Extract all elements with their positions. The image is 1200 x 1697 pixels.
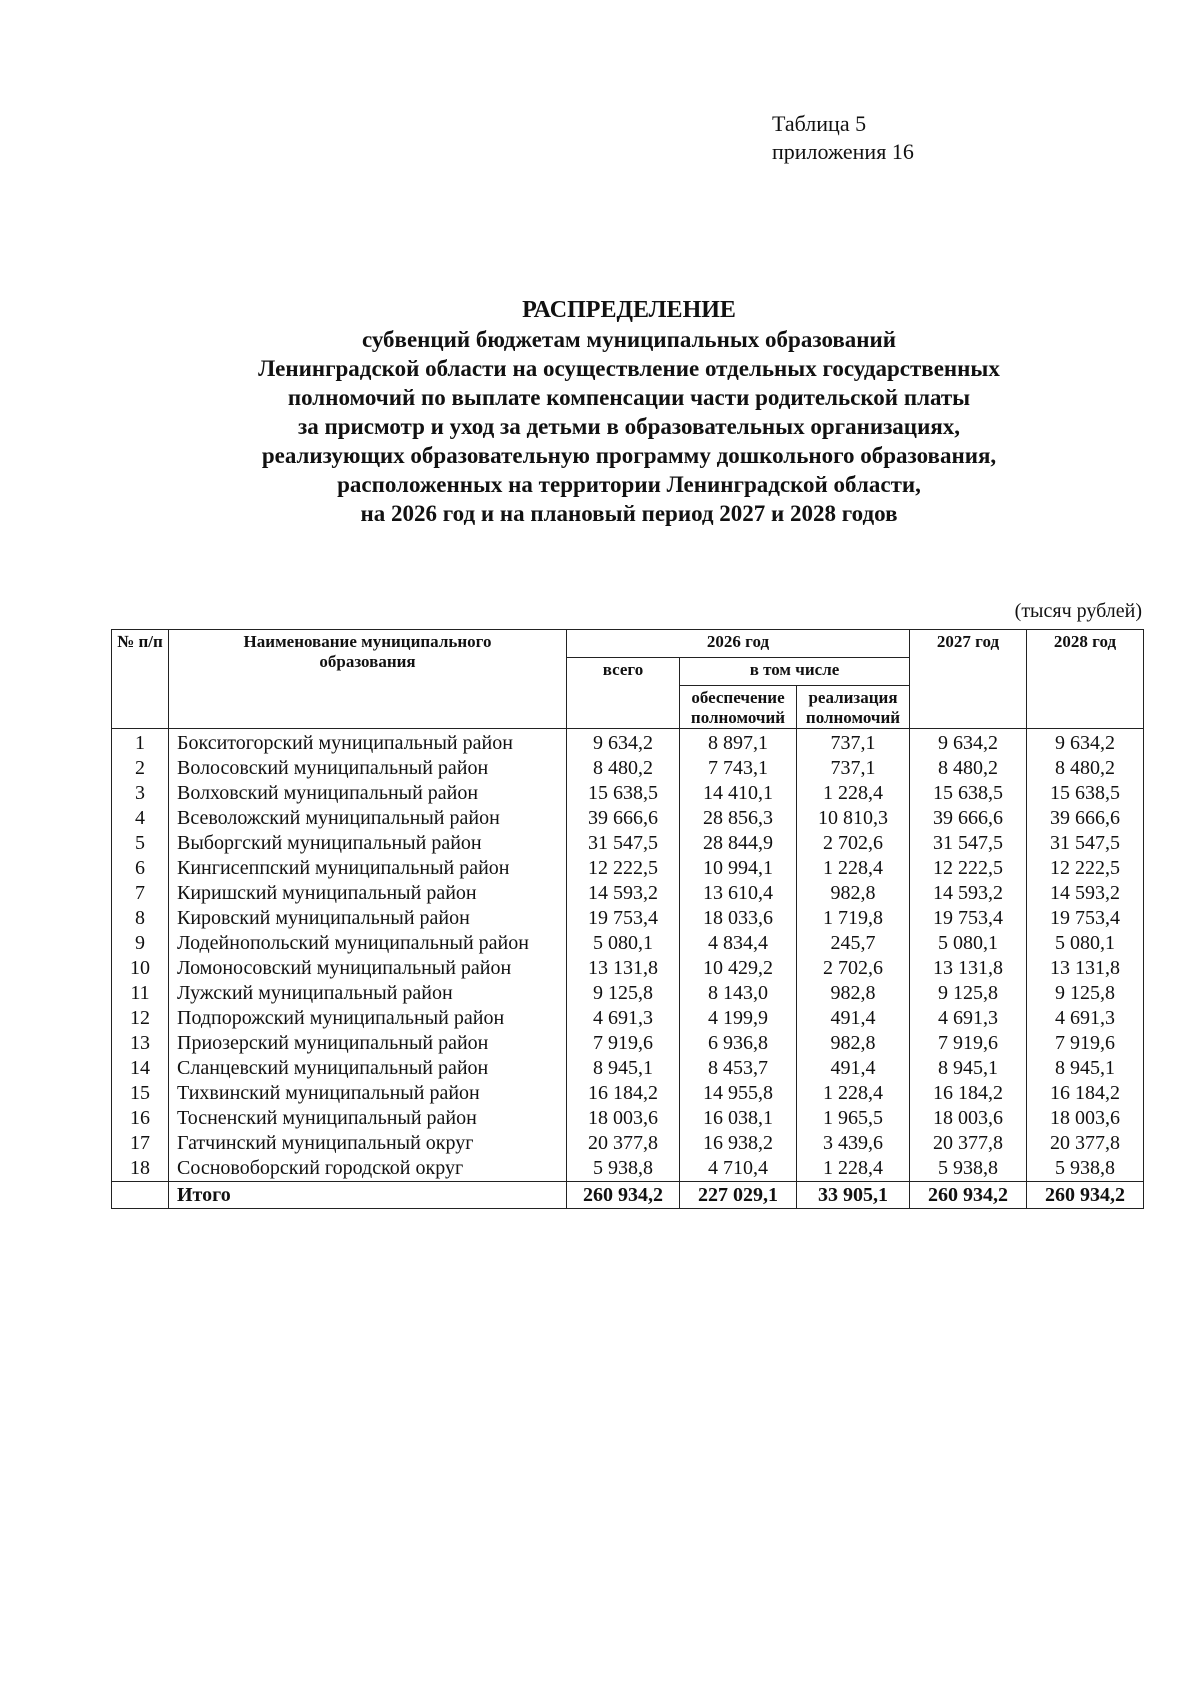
title-heading: РАСПРЕДЕЛЕНИЕ	[522, 297, 736, 323]
row-2027: 9 634,2	[910, 729, 1027, 757]
row-2028: 5 938,8	[1027, 1156, 1144, 1182]
row-2028: 31 547,5	[1027, 831, 1144, 856]
row-2027: 16 184,2	[910, 1081, 1027, 1106]
row-2028: 16 184,2	[1027, 1081, 1144, 1106]
row-2027: 31 547,5	[910, 831, 1027, 856]
row-realization: 1 228,4	[797, 1081, 910, 1106]
row-2028: 15 638,5	[1027, 781, 1144, 806]
table-row	[112, 756, 1144, 781]
row-2028: 13 131,8	[1027, 956, 1144, 981]
annex-appendix-number: приложения 16	[772, 139, 914, 164]
row-number: 11	[112, 981, 169, 1006]
total-row	[112, 1182, 1144, 1209]
table-row	[112, 856, 1144, 881]
total-provision: 227 029,1	[680, 1182, 797, 1209]
row-municipality-name: Выборгский муниципальный район	[169, 831, 567, 856]
row-municipality-name: Всеволожский муниципальный район	[169, 806, 567, 831]
table-row	[112, 931, 1144, 956]
row-total: 19 753,4	[567, 906, 680, 931]
row-total: 12 222,5	[567, 856, 680, 881]
row-number: 4	[112, 806, 169, 831]
row-realization: 1 228,4	[797, 1156, 910, 1182]
units-note: (тысяч рублей)	[1014, 600, 1142, 622]
header-2027: 2027 год	[910, 630, 1027, 729]
row-municipality-name: Подпорожский муниципальный район	[169, 1006, 567, 1031]
row-number: 2	[112, 756, 169, 781]
row-2027: 5 938,8	[910, 1156, 1027, 1182]
row-2028: 8 480,2	[1027, 756, 1144, 781]
row-2027: 14 593,2	[910, 881, 1027, 906]
row-municipality-name: Сланцевский муниципальный район	[169, 1056, 567, 1081]
header-2028: 2028 год	[1027, 630, 1144, 729]
table-row	[112, 981, 1144, 1006]
table-row	[112, 831, 1144, 856]
row-total: 39 666,6	[567, 806, 680, 831]
annex-reference	[772, 110, 914, 166]
row-2028: 14 593,2	[1027, 881, 1144, 906]
row-municipality-name: Кировский муниципальный район	[169, 906, 567, 931]
table-row	[112, 806, 1144, 831]
row-provision: 8 897,1	[680, 729, 797, 757]
row-2028: 39 666,6	[1027, 806, 1144, 831]
row-realization: 491,4	[797, 1006, 910, 1031]
row-realization: 737,1	[797, 729, 910, 757]
row-municipality-name: Гатчинский муниципальный округ	[169, 1131, 567, 1156]
row-municipality-name: Киришский муниципальный район	[169, 881, 567, 906]
row-number: 18	[112, 1156, 169, 1182]
row-realization: 982,8	[797, 981, 910, 1006]
row-provision: 13 610,4	[680, 881, 797, 906]
table-row	[112, 781, 1144, 806]
row-number: 5	[112, 831, 169, 856]
row-total: 9 634,2	[567, 729, 680, 757]
row-municipality-name: Ломоносовский муниципальный район	[169, 956, 567, 981]
header-total: всего	[567, 658, 680, 729]
row-provision: 16 938,2	[680, 1131, 797, 1156]
row-total: 8 480,2	[567, 756, 680, 781]
row-provision: 7 743,1	[680, 756, 797, 781]
row-realization: 982,8	[797, 881, 910, 906]
table-row	[112, 1006, 1144, 1031]
row-realization: 2 702,6	[797, 956, 910, 981]
row-number: 13	[112, 1031, 169, 1056]
row-total: 14 593,2	[567, 881, 680, 906]
header-name: Наименование муниципального образования	[169, 630, 567, 729]
row-provision: 14 955,8	[680, 1081, 797, 1106]
header-including: в том числе	[680, 658, 910, 686]
row-provision: 4 199,9	[680, 1006, 797, 1031]
row-2027: 13 131,8	[910, 956, 1027, 981]
row-provision: 10 429,2	[680, 956, 797, 981]
row-2027: 39 666,6	[910, 806, 1027, 831]
row-2027: 8 945,1	[910, 1056, 1027, 1081]
document-title	[0, 296, 1200, 528]
row-realization: 245,7	[797, 931, 910, 956]
row-municipality-name: Лужский муниципальный район	[169, 981, 567, 1006]
row-municipality-name: Тихвинский муниципальный район	[169, 1081, 567, 1106]
row-municipality-name: Волосовский муниципальный район	[169, 756, 567, 781]
total-sum: 260 934,2	[567, 1182, 680, 1209]
title-line: за присмотр и уход за детьми в образовательных организациях,	[297, 414, 961, 439]
total-2028: 260 934,2	[1027, 1182, 1144, 1209]
row-2028: 18 003,6	[1027, 1106, 1144, 1131]
row-number: 3	[112, 781, 169, 806]
row-realization: 1 719,8	[797, 906, 910, 931]
row-provision: 4 834,4	[680, 931, 797, 956]
row-total: 16 184,2	[567, 1081, 680, 1106]
row-2028: 7 919,6	[1027, 1031, 1144, 1056]
row-number: 12	[112, 1006, 169, 1031]
row-2027: 8 480,2	[910, 756, 1027, 781]
row-realization: 1 228,4	[797, 781, 910, 806]
row-total: 5 938,8	[567, 1156, 680, 1182]
table-row	[112, 1081, 1144, 1106]
row-realization: 3 439,6	[797, 1131, 910, 1156]
row-total: 9 125,8	[567, 981, 680, 1006]
row-total: 7 919,6	[567, 1031, 680, 1056]
title-line: на 2026 год и на плановый период 2027 и 2028 годов	[360, 501, 898, 526]
row-2027: 19 753,4	[910, 906, 1027, 931]
table-body	[112, 729, 1144, 1182]
table-row	[112, 956, 1144, 981]
title-line: субвенций бюджетам муниципальных образований	[361, 327, 897, 352]
row-2028: 4 691,3	[1027, 1006, 1144, 1031]
row-realization: 2 702,6	[797, 831, 910, 856]
row-total: 5 080,1	[567, 931, 680, 956]
row-2027: 7 919,6	[910, 1031, 1027, 1056]
row-number: 9	[112, 931, 169, 956]
total-label: Итого	[169, 1182, 567, 1209]
row-provision: 10 994,1	[680, 856, 797, 881]
row-2027: 15 638,5	[910, 781, 1027, 806]
table-row	[112, 881, 1144, 906]
row-2027: 12 222,5	[910, 856, 1027, 881]
row-number: 15	[112, 1081, 169, 1106]
total-2027: 260 934,2	[910, 1182, 1027, 1209]
row-provision: 8 143,0	[680, 981, 797, 1006]
table-row	[112, 1131, 1144, 1156]
row-provision: 28 844,9	[680, 831, 797, 856]
row-total: 15 638,5	[567, 781, 680, 806]
subvention-table	[111, 629, 1144, 1209]
row-2028: 12 222,5	[1027, 856, 1144, 881]
row-number: 10	[112, 956, 169, 981]
total-realization: 33 905,1	[797, 1182, 910, 1209]
table-row	[112, 1031, 1144, 1056]
row-realization: 491,4	[797, 1056, 910, 1081]
row-total: 20 377,8	[567, 1131, 680, 1156]
row-2027: 18 003,6	[910, 1106, 1027, 1131]
row-provision: 6 936,8	[680, 1031, 797, 1056]
table-row	[112, 729, 1144, 757]
table-row	[112, 906, 1144, 931]
title-line: полномочий по выплате компенсации части родительской платы	[287, 385, 971, 410]
title-line: реализующих образовательную программу дошкольного образования,	[261, 443, 997, 468]
row-number: 14	[112, 1056, 169, 1081]
row-municipality-name: Сосновоборский городской округ	[169, 1156, 567, 1182]
row-provision: 28 856,3	[680, 806, 797, 831]
row-municipality-name: Волховский муниципальный район	[169, 781, 567, 806]
title-line: расположенных на территории Ленинградской области,	[337, 472, 921, 497]
row-2028: 9 634,2	[1027, 729, 1144, 757]
header-number: № п/п	[112, 630, 169, 729]
header-provision: обеспечение полномочий	[680, 686, 797, 729]
row-2027: 20 377,8	[910, 1131, 1027, 1156]
row-number: 6	[112, 856, 169, 881]
row-2027: 9 125,8	[910, 981, 1027, 1006]
title-line: Ленинградской области на осуществление отдельных государственных	[258, 356, 1000, 381]
row-realization: 737,1	[797, 756, 910, 781]
row-2028: 20 377,8	[1027, 1131, 1144, 1156]
row-realization: 982,8	[797, 1031, 910, 1056]
row-total: 13 131,8	[567, 956, 680, 981]
row-number: 7	[112, 881, 169, 906]
row-realization: 10 810,3	[797, 806, 910, 831]
row-total: 31 547,5	[567, 831, 680, 856]
row-provision: 14 410,1	[680, 781, 797, 806]
row-total: 18 003,6	[567, 1106, 680, 1131]
table-row	[112, 1106, 1144, 1131]
row-number: 16	[112, 1106, 169, 1131]
row-municipality-name: Тосненский муниципальный район	[169, 1106, 567, 1131]
row-2027: 5 080,1	[910, 931, 1027, 956]
row-realization: 1 965,5	[797, 1106, 910, 1131]
row-2028: 9 125,8	[1027, 981, 1144, 1006]
total-empty-cell	[112, 1182, 169, 1209]
row-municipality-name: Приозерский муниципальный район	[169, 1031, 567, 1056]
row-total: 4 691,3	[567, 1006, 680, 1031]
row-2027: 4 691,3	[910, 1006, 1027, 1031]
row-total: 8 945,1	[567, 1056, 680, 1081]
row-provision: 18 033,6	[680, 906, 797, 931]
annex-table-number: Таблица 5	[772, 111, 867, 136]
row-municipality-name: Бокситогорский муниципальный район	[169, 729, 567, 757]
row-number: 1	[112, 729, 169, 757]
row-2028: 19 753,4	[1027, 906, 1144, 931]
row-realization: 1 228,4	[797, 856, 910, 881]
row-2028: 5 080,1	[1027, 931, 1144, 956]
row-number: 17	[112, 1131, 169, 1156]
table-row	[112, 1056, 1144, 1081]
row-municipality-name: Кингисеппский муниципальный район	[169, 856, 567, 881]
row-number: 8	[112, 906, 169, 931]
row-provision: 16 038,1	[680, 1106, 797, 1131]
table-row	[112, 1156, 1144, 1182]
row-provision: 4 710,4	[680, 1156, 797, 1182]
row-2028: 8 945,1	[1027, 1056, 1144, 1081]
header-2026: 2026 год	[567, 630, 910, 658]
header-realization: реализация полномочий	[797, 686, 910, 729]
row-municipality-name: Лодейнопольский муниципальный район	[169, 931, 567, 956]
row-provision: 8 453,7	[680, 1056, 797, 1081]
